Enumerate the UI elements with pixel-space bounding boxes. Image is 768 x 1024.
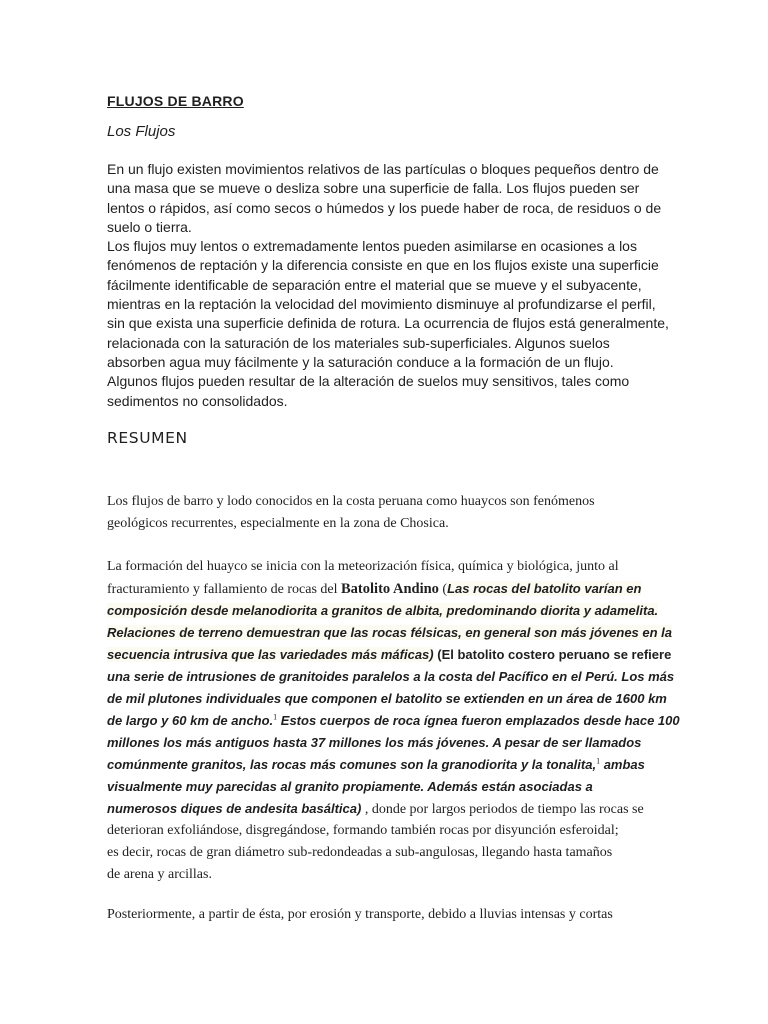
highlighted-note: composición desde melanodiorita a granitos de albita, predominando diorita y adamelita. (107, 603, 659, 618)
intro-paragraph (107, 160, 667, 411)
bold-note: (El batolito costero peruano se refiere (433, 647, 672, 662)
resumen-heading: RESUMEN (107, 429, 188, 447)
bold-italic-note: Estos cuerpos de roca ígnea fueron emplazados desde hace 100 (277, 713, 680, 728)
bold-italic-note: comúnmente granitos, las rocas más comunes son la granodiorita y la tonalita, (107, 757, 597, 772)
batolito-andino-term: Batolito Andino (341, 581, 439, 597)
paragraph-line: de arena y arcillas. (107, 867, 212, 882)
bold-italic-note: una serie de intrusiones de granitoides paralelos a la costa del Pacífico en el Perú. Los más (107, 669, 675, 684)
paragraph-line (107, 578, 667, 600)
bold-italic-note: numerosos diques de andesita basáltica) (107, 801, 362, 816)
intro-line: mientras en la reptación la velocidad del movimiento disminuye al profundizarse el perfil, (107, 296, 656, 313)
resumen-line: geológicos recurrentes, especialmente en la zona de Chosica. (107, 516, 449, 531)
paragraph-line (107, 732, 667, 754)
paragraph-line: La formación del huayco se inicia con la meteorización física, química y biológica, junto al (107, 559, 619, 574)
intro-line: absorben agua muy fácilmente y la saturación conduce a la formación de un flujo. (107, 353, 614, 370)
footnote-marker[interactable]: 1 (273, 712, 278, 722)
resumen-paragraph (107, 491, 595, 535)
intro-line: sin que exista una superficie definida de rotura. La ocurrencia de flujos está generalmente, (107, 315, 669, 332)
intro-line: sedimentos no consolidados. (107, 392, 288, 409)
intro-line: En un flujo existen movimientos relativos de las partículas o bloques pequeños dentro de (107, 161, 659, 177)
intro-line: suelo o tierra. (107, 218, 192, 235)
text-run: ( (438, 582, 448, 597)
intro-line: Algunos flujos pueden resultar de la alteración de suelos muy sensitivos, tales como (107, 373, 630, 390)
bold-italic-note: de largo y 60 km de ancho. (107, 713, 274, 728)
section-subtitle: Los Flujos (107, 123, 176, 140)
paragraph-line (107, 644, 672, 666)
bold-italic-note: millones los más antiguos hasta 37 millones los más jóvenes. A pesar de ser llamados (107, 735, 642, 750)
batolito-paragraph (107, 556, 680, 886)
paragraph-line (107, 754, 667, 776)
text-run: , donde por largos periodos de tiempo las rocas se (361, 802, 644, 817)
paragraph-line (107, 666, 675, 688)
paragraph-line (107, 622, 673, 644)
highlighted-note: Relaciones de terreno demuestran que las rocas félsicas, en general son más jóvenes en la (107, 625, 673, 640)
paragraph-line (107, 600, 667, 622)
paragraph-line (107, 688, 667, 710)
paragraph-line (107, 798, 667, 820)
intro-line: lentos o rápidos, así como secos o húmedos y los puede haber de roca, de residuos o de (107, 199, 662, 216)
bold-italic-note: visualmente muy parecidas al granito propiamente. Además están asociadas a (107, 779, 593, 794)
intro-line: Los flujos muy lentos o extremadamente lentos pueden asimilarse en ocasiones a los (107, 238, 637, 255)
intro-line: relacionada con la saturación de los materiales sub-superficiales. Algunos suelos (107, 334, 610, 351)
document-title: FLUJOS DE BARRO (107, 93, 244, 109)
text-run: fracturamiento y fallamiento de rocas del (107, 582, 342, 597)
paragraph-line: es decir, rocas de gran diámetro sub-redondeadas a sub-angulosas, llegando hasta tamaños (107, 845, 613, 860)
bold-italic-note: ambas (600, 757, 645, 772)
resumen-line: Los flujos de barro y lodo conocidos en la costa peruana como huaycos son fenómenos (107, 494, 595, 509)
paragraph-line (107, 776, 667, 798)
footnote-marker[interactable]: 1 (596, 756, 601, 766)
intro-line: fácilmente identificable de separación entre el material que se mueve y el subyacente, (107, 276, 642, 293)
closing-paragraph: Posteriormente, a partir de ésta, por erosión y transporte, debido a lluvias intensas y cortas (107, 907, 613, 922)
paragraph-line: deterioran exfoliándose, disgregándose, formando también rocas por disyunción esferoidal; (107, 823, 619, 838)
intro-line: fenómenos de reptación y la diferencia consiste en que en los flujos existe una superficie (107, 257, 659, 274)
intro-line: una masa que se mueve o desliza sobre una superficie de falla. Los flujos pueden ser (107, 180, 640, 197)
highlighted-note: secuencia intrusiva que las variedades más máficas) (107, 647, 434, 662)
paragraph-line (107, 710, 680, 732)
bold-italic-note: de mil plutones individuales que componen el batolito se extienden en un área de 1600 km (107, 691, 667, 706)
highlighted-note: Las rocas del batolito varían en (447, 581, 642, 596)
